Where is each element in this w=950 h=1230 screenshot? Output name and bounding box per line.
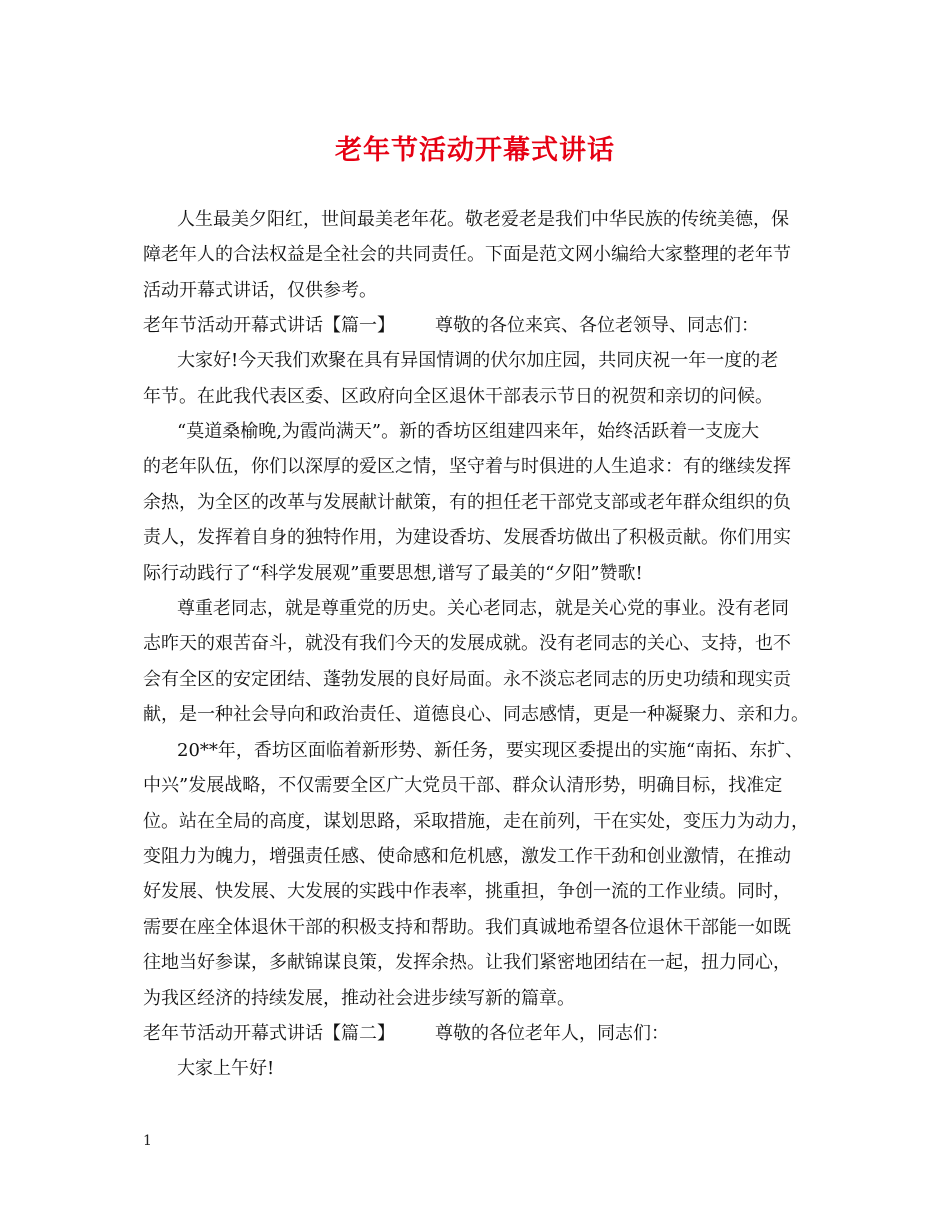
body-line: 尊重老同志，就是尊重党的历史。关心老同志，就是关心党的事业。没有老同 [177,598,789,619]
body-line: 中兴”发展战略，不仅需要全区广大党员干部、群众认清形势，明确目标，找准定 [143,775,783,796]
body-line: 际行动践行了“科学发展观”重要思想,谱写了最美的“夕阳”赞歌! [143,563,643,584]
body-line: 为我区经济的持续发展，推动社会进步续写新的篇章。 [143,988,575,1009]
body-line: 大家上午好! [177,1058,275,1079]
body-line: “莫道桑榆晚,为霞尚满天”。新的香坊区组建四来年，始终活跃着一支庞大 [177,421,760,442]
section-heading: 老年节活动开幕式讲话【篇二】 [143,1023,395,1044]
body-line: 往地当好参谋，多献锦谋良策，发挥余热。让我们紧密地团结在一起，扭力同心， [143,952,791,973]
body-line: 位。站在全局的高度，谋划思路，采取措施，走在前列，干在实处，变压力为动力， [143,811,809,832]
body-line: 人生最美夕阳红，世间最美老年花。敬老爱老是我们中华民族的传统美德，保 [177,209,789,230]
body-line: 需要在座全体退休干部的积极支持和帮助。我们真诚地希望各位退休干部能一如既 [143,917,791,938]
body-line: 好发展、快发展、大发展的实践中作表率，挑重担，争创一流的工作业绩。同时， [143,881,791,902]
page-number: 1 [143,1133,152,1149]
body-line: 活动开幕式讲话，仅供参考。 [143,280,377,301]
body-line: 障老年人的合法权益是全社会的共同责任。下面是范文网小编给大家整理的老年节 [143,244,791,265]
body-line: 20**年，香坊区面临着新形势、新任务，要实现区委提出的实施“南拓、东扩、 [177,740,804,761]
document-title: 老年节活动开幕式讲话 [335,135,615,166]
section-heading: 老年节活动开幕式讲话【篇一】 [143,315,395,336]
body-line: 志昨天的艰苦奋斗，就没有我们今天的发展成就。没有老同志的关心、支持，也不 [143,633,791,654]
body-line: 年节。在此我代表区委、区政府向全区退休干部表示节日的祝贺和亲切的问候。 [143,386,773,407]
body-line: 余热，为全区的改革与发展献计献策，有的担任老干部党支部或老年群众组织的负 [143,492,791,513]
body-line: 变阻力为魄力，增强责任感、使命感和危机感，激发工作干劲和创业激情，在推动 [143,846,791,867]
body-line: 献，是一种社会导向和政治责任、道德良心、同志感情，更是一种凝聚力、亲和力。 [143,704,809,725]
body-line: 会有全区的安定团结、蓬勃发展的良好局面。永不淡忘老同志的历史功绩和现实贡 [143,669,791,690]
body-line: 责人，发挥着自身的独特作用，为建设香坊、发展香坊做出了积极贡献。你们用实 [143,527,791,548]
section-heading-line [143,1022,669,1046]
body-line: 的老年队伍，你们以深厚的爱区之情，坚守着与时俱进的人生追求：有的继续发挥 [143,456,791,477]
salutation: 尊敬的各位来宾、各位老领导、同志们： [435,315,759,336]
section-heading-line [143,314,759,338]
salutation: 尊敬的各位老年人，同志们： [435,1023,669,1044]
body-line: 大家好!今天我们欢聚在具有异国情调的伏尔加庄园，共同庆祝一年一度的老 [177,350,779,371]
